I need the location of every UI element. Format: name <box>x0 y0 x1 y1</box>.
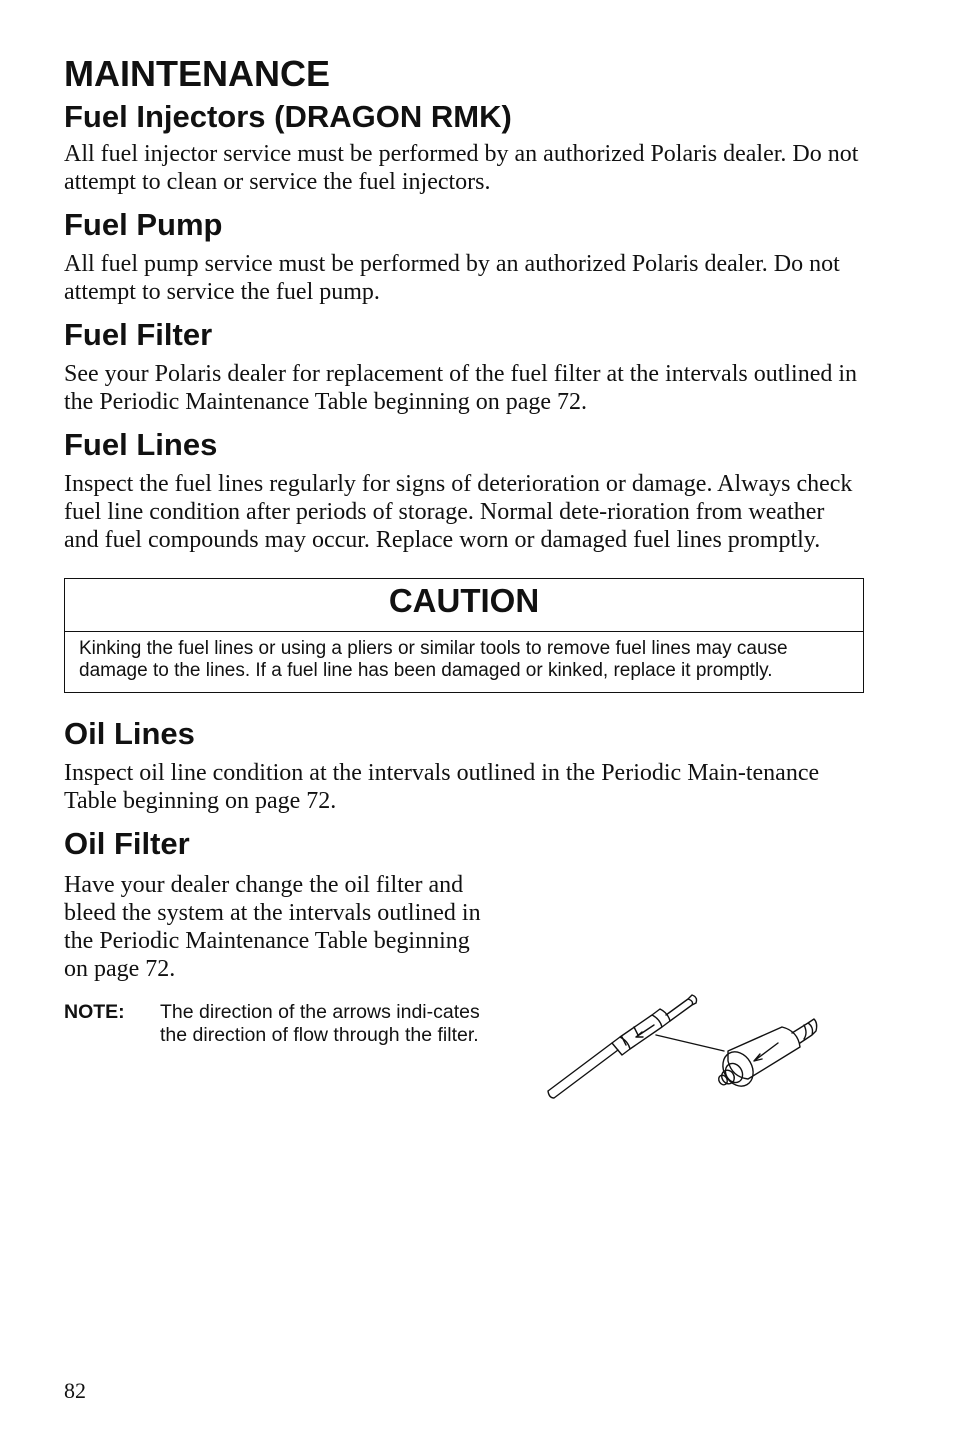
paragraph-fuel-injectors: All fuel injector service must be performed by an authorized Polaris dealer. Do not attempt to clean or service the fuel injectors. <box>64 141 859 195</box>
caution-box <box>64 578 864 693</box>
paragraph-fuel-pump: All fuel pump service must be performed by an authorized Polaris dealer. Do not attempt to service the fuel pump. <box>64 251 840 305</box>
section-title: MAINTENANCE <box>64 53 330 94</box>
paragraph-oil-lines: Inspect oil line condition at the intervals outlined in the Periodic Main-tenance Table beginning on page 72. <box>64 760 820 814</box>
heading-oil-lines: Oil Lines <box>64 716 195 751</box>
oil-line-tube <box>548 1043 618 1098</box>
heading-fuel-lines: Fuel Lines <box>64 427 218 462</box>
paragraph-fuel-filter: See your Polaris dealer for replacement of the fuel filter at the intervals outlined in the Periodic Maintenance Table beginning on page 72. <box>64 361 858 415</box>
caution-text: Kinking the fuel lines or using a pliers or similar tools to remove fuel lines may cause damage to the lines. If a fuel line has been damaged or kinked, replace it promptly. <box>79 638 788 681</box>
page-number: 82 <box>64 1378 86 1403</box>
heading-fuel-injectors: Fuel Injectors (DRAGON RMK) <box>64 99 512 134</box>
heading-fuel-pump: Fuel Pump <box>64 207 223 242</box>
oil-filter-section <box>64 871 864 1046</box>
heading-oil-filter: Oil Filter <box>64 826 190 861</box>
paragraph-fuel-lines: Inspect the fuel lines regularly for signs of deterioration or damage. Always check fuel line condition after periods of storage. Normal dete-rioration from weather and fuel compounds may occur. Replace worn or damaged fuel lines promptly. <box>64 471 853 553</box>
heading-fuel-filter: Fuel Filter <box>64 317 213 352</box>
caution-title: CAUTION <box>65 579 863 632</box>
page-content <box>64 52 864 1046</box>
paragraph-oil-filter: Have your dealer change the oil filter and bleed the system at the intervals outlined in the Periodic Maintenance Table beginning on page 72. <box>64 872 481 982</box>
note-text: The direction of the arrows indi-cates the direction of flow through the filter. <box>160 1001 480 1046</box>
leader-line <box>656 1035 724 1051</box>
note-label: NOTE: <box>64 1001 125 1023</box>
oil-filter-illustration <box>542 981 832 1121</box>
